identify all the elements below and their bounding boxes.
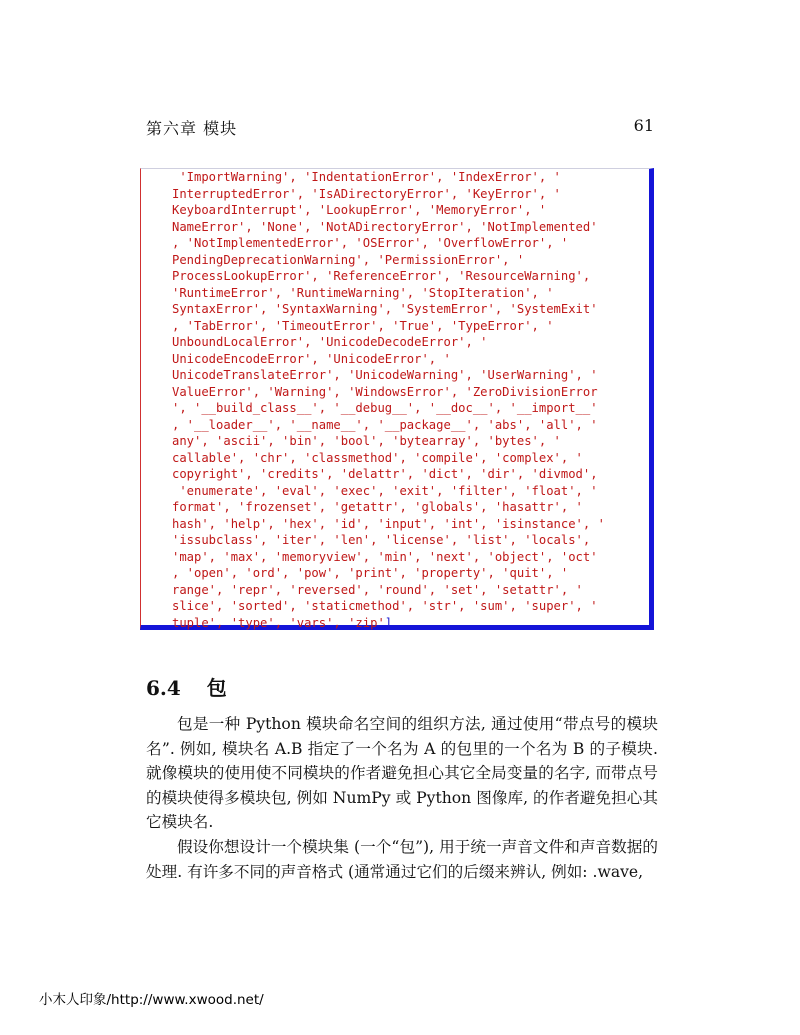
code-line: KeyboardInterrupt', 'LookupError', 'MemoryError', ' [172, 203, 547, 217]
code-line: slice', 'sorted', 'staticmethod', 'str', 'sum', 'super', ' [172, 599, 598, 613]
body-paragraph: 包是一种 Python 模块命名空间的组织方法, 通过使用“带点号的模块名”. 例如, 模块名 A.B 指定了一个名为 A 的包里的一个名为 B 的子模块. 就像模块的使用使不同模块的作者避免担心其它全局变量的名字, 而带点号的模块使得多模块包, 例如 NumPy 或 Python 图像库, 的作者避免担心其它模块名. [146, 715, 658, 832]
code-line: hash', 'help', 'hex', 'id', 'input', 'int', 'isinstance', ' [172, 516, 605, 531]
code-listing [172, 169, 652, 631]
code-line: format', 'frozenset', 'getattr', 'globals', 'hasattr', ' [172, 500, 583, 514]
code-line: any', 'ascii', 'bin', 'bool', 'bytearray', 'bytes', ' [172, 434, 561, 448]
page-header [146, 116, 654, 138]
code-line: callable', 'chr', 'classmethod', 'compile', 'complex', ' [172, 450, 583, 465]
code-line: SyntaxError', 'SyntaxWarning', 'SystemError', 'SystemExit' [172, 302, 598, 316]
code-closing-bracket: ] [384, 615, 393, 630]
code-line: ValueError', 'Warning', 'WindowsError', 'ZeroDivisionError [172, 384, 598, 399]
section-heading [146, 672, 227, 701]
code-line: 'map', 'max', 'memoryview', 'min', 'next', 'object', 'oct' [172, 549, 598, 564]
code-line: 'RuntimeError', 'RuntimeWarning', 'StopIteration', ' [172, 285, 554, 300]
code-line: , 'NotImplementedError', 'OSError', 'OverflowError', ' [172, 236, 569, 250]
code-line: , 'TabError', 'TimeoutError', 'True', 'TypeError', ' [172, 318, 554, 333]
code-line: 'issubclass', 'iter', 'len', 'license', 'list', 'locals', [172, 533, 591, 547]
code-line: 'ImportWarning', 'IndentationError', 'IndexError', ' [172, 170, 561, 184]
code-line: NameError', 'None', 'NotADirectoryError', 'NotImplemented' [172, 219, 598, 234]
chapter-title: 第六章 模块 [146, 119, 238, 138]
code-line: ', '__build_class__', '__debug__', '__doc__', '__import__' [172, 401, 598, 415]
code-line: copyright', 'credits', 'delattr', 'dict', 'dir', 'divmod', [172, 467, 598, 481]
code-line: range', 'repr', 'reversed', 'round', 'set', 'setattr', ' [172, 582, 583, 597]
code-line: tuple', 'type', 'vars', 'zip' [172, 615, 385, 630]
section-title: 包 [206, 676, 227, 700]
code-line: UnicodeTranslateError', 'UnicodeWarning', 'UserWarning', ' [172, 368, 598, 382]
code-line: InterruptedError', 'IsADirectoryError', 'KeyError', ' [172, 186, 561, 201]
code-line: PendingDeprecationWarning', 'PermissionError', ' [172, 252, 525, 267]
code-line: UnicodeEncodeError', 'UnicodeError', ' [172, 351, 451, 366]
footer-watermark: 小木人印象/http://www.xwood.net/ [39, 992, 264, 1008]
code-block [140, 168, 654, 630]
page-number: 61 [633, 116, 654, 135]
code-line: UnboundLocalError', 'UnicodeDecodeError', ' [172, 335, 488, 349]
code-line: ProcessLookupError', 'ReferenceError', 'ResourceWarning', [172, 269, 591, 283]
code-line: , 'open', 'ord', 'pow', 'print', 'property', 'quit', ' [172, 566, 569, 580]
code-line: 'enumerate', 'eval', 'exec', 'exit', 'filter', 'float', ' [172, 483, 598, 498]
body-paragraph: 假设你想设计一个模块集 (一个“包”), 用于统一声音文件和声音数据的处理. 有许多不同的声音格式 (通常通过它们的后缀来辨认, 例如: .wave, [146, 838, 658, 881]
section-number: 6.4 [146, 676, 181, 700]
code-line: , '__loader__', '__name__', '__package__', 'abs', 'all', ' [172, 417, 598, 432]
